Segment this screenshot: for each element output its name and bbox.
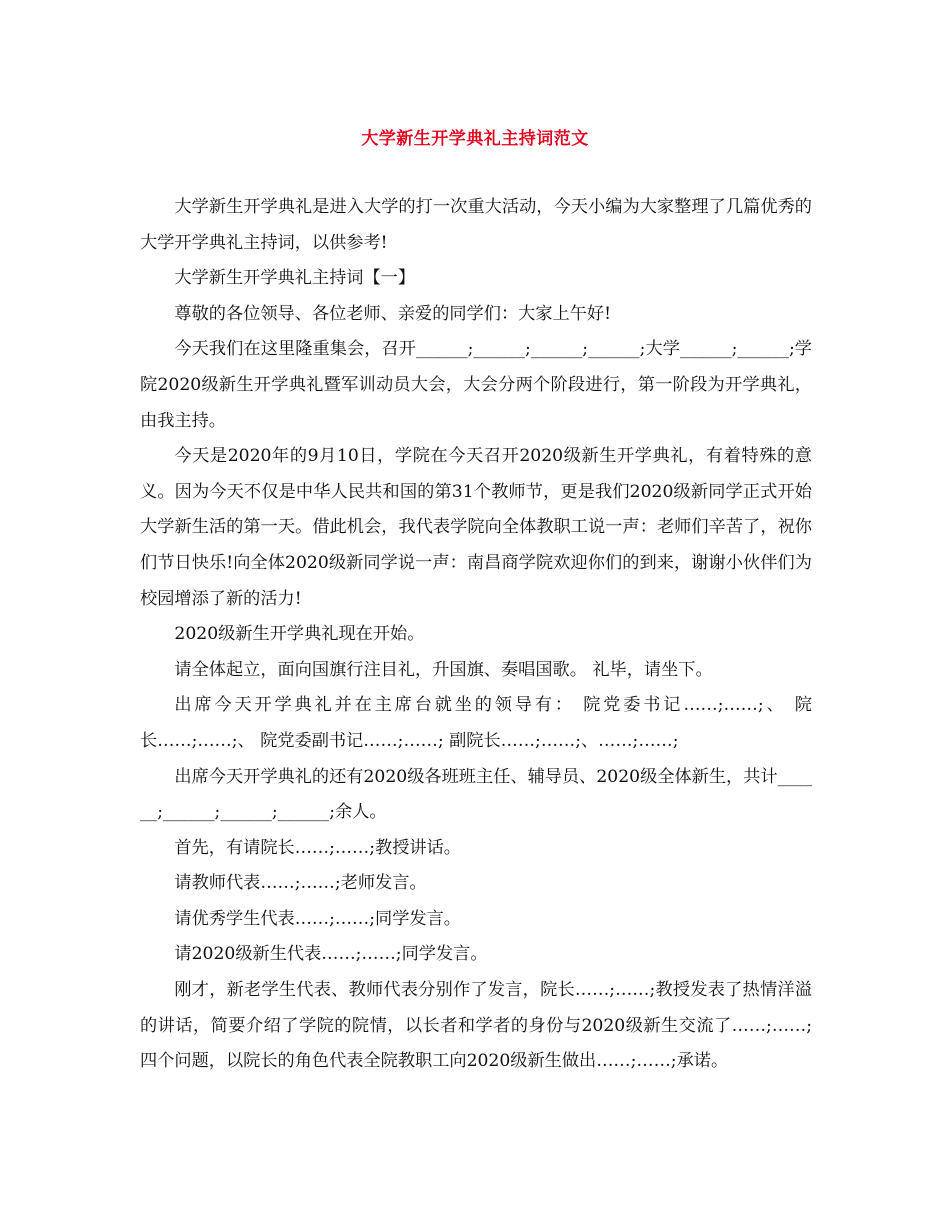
paragraph-teacher-rep: 请教师代表……;……;老师发言。 <box>174 873 427 894</box>
paragraph-freshman-rep: 请2020级新生代表……;……;同学发言。 <box>174 944 488 965</box>
document-body <box>140 190 812 1080</box>
paragraph-student-rep: 请优秀学生代表……;……;同学发言。 <box>174 908 461 929</box>
paragraph-intro: 大学新生开学典礼是进入大学的打一次重大活动，今天小编为大家整理了几篇优秀的大学开学典礼主持词，以供参考! <box>140 197 812 253</box>
paragraph-anthem: 请全体起立，面向国旗行注目礼，升国旗、奏唱国歌。 礼毕，请坐下。 <box>174 659 713 680</box>
paragraph-heading: 大学新生开学典礼主持词【一】 <box>174 268 416 289</box>
paragraph-greeting: 尊敬的各位领导、各位老师、亲爱的同学们：大家上午好! <box>174 303 611 324</box>
paragraph-start: 2020级新生开学典礼现在开始。 <box>174 624 425 645</box>
paragraph-leaders: 出席今天开学典礼并在主席台就坐的领导有： 院党委书记……;……;、 院长……;……;、 院党委副书记……;……; 副院长……;……;、……;……; <box>140 695 812 751</box>
paragraph-opening: 今天我们在这里隆重集会，召开______;______;______;______;大学______;______;学院2020级新生开学典礼暨军训动员大会，大会分两个阶段进行，第一阶段为开学典礼，由我主持。 <box>140 339 812 431</box>
paragraph-president-speech: 首先，有请院长……;……;教授讲话。 <box>174 837 461 858</box>
paragraph-attendees: 出席今天开学典礼的还有2020级各班班主任、辅导员、2020级全体新生，共计______;______;______;______;余人。 <box>140 766 812 823</box>
document-title: 大学新生开学典礼主持词范文 <box>361 129 589 149</box>
paragraph-summary: 刚才，新老学生代表、教师代表分别作了发言，院长……;……;教授发表了热情洋溢的讲话，简要介绍了学院的院情，以长者和学者的身份与2020级新生交流了……;……;四个问题，以院长的角色代表全院教职工向2020级新生做出……;……;承诺。 <box>140 980 812 1072</box>
paragraph-date: 今天是2020年的9月10日，学院在今天召开2020级新生开学典礼，有着特殊的意义。因为今天不仅是中华人民共和国的第31个教师节，更是我们2020级新同学正式开始大学新生活的第一天。借此机会，我代表学院向全体教职工说一声：老师们辛苦了，祝你们节日快乐!向全体2020级新同学说一声：南昌商学院欢迎你们的到来，谢谢小伙伴们为校园增添了新的活力! <box>140 446 812 609</box>
